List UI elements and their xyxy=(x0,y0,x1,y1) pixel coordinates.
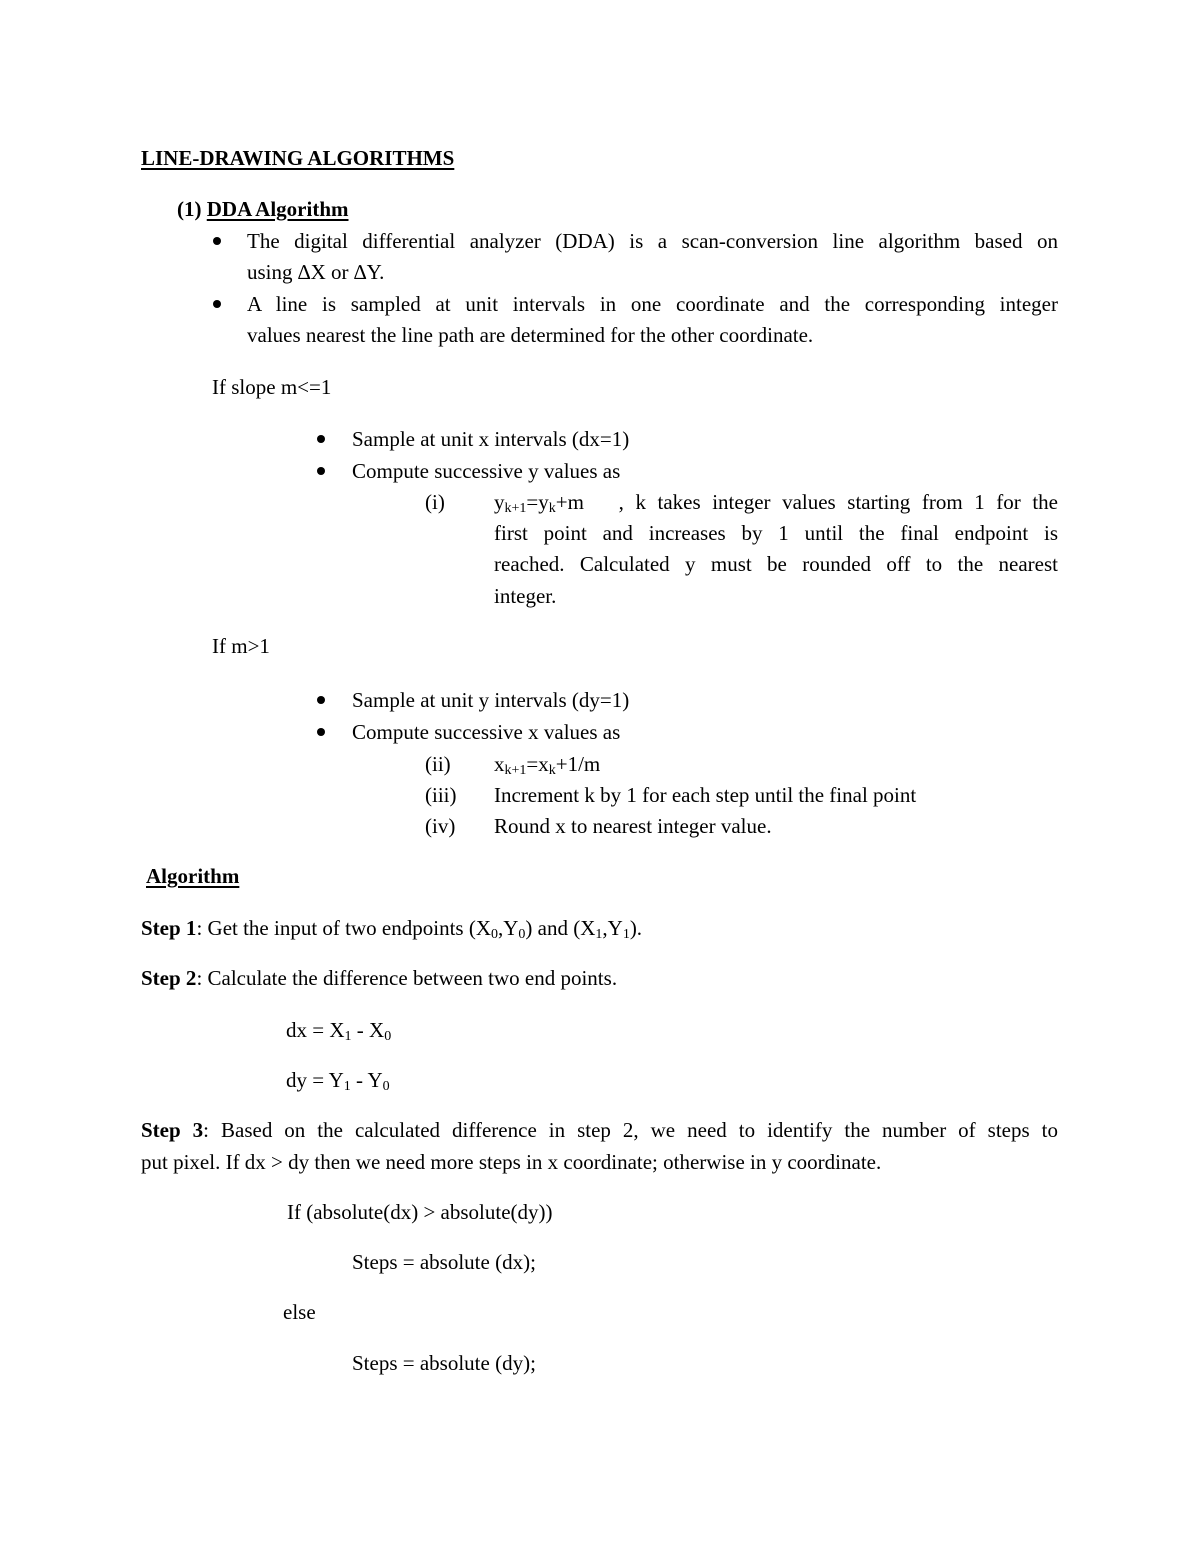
list-item-line: integer. xyxy=(494,584,557,608)
bullet-icon xyxy=(213,300,221,308)
bullet-line: A line is sampled at unit intervals in one coordinate and the corresponding integer xyxy=(247,292,1058,316)
list-item-line: reached. Calculated y must be rounded off to the nearest xyxy=(494,552,1058,576)
bullet-icon xyxy=(213,237,221,245)
code-steps-dx: Steps = absolute (dx); xyxy=(352,1250,536,1274)
step-label: Step 2 xyxy=(141,966,197,990)
bullet-line: Sample at unit x intervals (dx=1) xyxy=(352,427,630,451)
bullet-line: Sample at unit y intervals (dy=1) xyxy=(352,688,630,712)
step-label: Step 3 xyxy=(141,1118,204,1142)
list-item-line: Increment k by 1 for each step until the final point xyxy=(494,783,917,807)
list-item-line: $y_{k+1}=y_k+m$ , k takes integer values starting from 1 for the xyxy=(494,490,1058,516)
condition-label: If m>1 xyxy=(212,634,270,658)
code-steps-dy: Steps = absolute (dy); xyxy=(352,1351,536,1375)
list-number: (iv) xyxy=(425,814,456,838)
condition-label: If slope m<=1 xyxy=(212,375,332,399)
step-label: Step 1 xyxy=(141,916,197,940)
bullet-line: Compute successive x values as xyxy=(352,720,621,744)
formula: $y_{k+1}=y_k+m$ xyxy=(494,490,584,516)
section-number: (1) xyxy=(177,197,202,221)
step-3: Step 3: Based on the calculated difference in step 2, we need to identify the number of steps to xyxy=(141,1118,1058,1142)
list-number: (i) xyxy=(425,490,445,514)
algorithm-heading: Algorithm xyxy=(146,864,240,888)
bullet-line: Compute successive y values as xyxy=(352,459,621,483)
list-number: (ii) xyxy=(425,752,451,776)
code-if: If (absolute(dx) > absolute(dy)) xyxy=(287,1200,553,1224)
bullet-icon xyxy=(317,728,325,736)
dx-equation: dx = $X_1 - X_0$ xyxy=(286,1018,392,1044)
code-else: else xyxy=(283,1300,316,1324)
bullet-icon xyxy=(317,435,325,443)
bullet-icon xyxy=(317,696,325,704)
bullet-icon xyxy=(317,467,325,475)
formula: $x_{k+1}=x_k+1/m$ xyxy=(494,752,601,778)
list-item-line: Round x to nearest integer value. xyxy=(494,814,772,838)
bullet-line: The digital differential analyzer (DDA) is a scan-conversion line algorithm based on xyxy=(247,229,1058,253)
bullet-line: using ∆X or ∆Y. xyxy=(247,260,385,284)
section-heading xyxy=(177,199,349,220)
list-item-line: first point and increases by 1 until the final endpoint is xyxy=(494,521,1058,545)
bullet-line: values nearest the line path are determined for the other coordinate. xyxy=(247,323,814,347)
step-2: Step 2: Calculate the difference between two end points. xyxy=(141,966,618,990)
step-3-line-2: put pixel. If dx > dy then we need more steps in x coordinate; otherwise in y coordinate. xyxy=(141,1150,882,1174)
dy-equation: dy = $Y_1 - Y_0$ xyxy=(286,1068,390,1094)
page-title: LINE-DRAWING ALGORITHMS xyxy=(141,146,455,170)
section-title: DDA Algorithm xyxy=(206,197,349,221)
list-number: (iii) xyxy=(425,783,457,807)
step-1: Step 1: Get the input of two endpoints $(X_0,Y_0)$ and $(X_1,Y_1)$. xyxy=(141,916,643,942)
